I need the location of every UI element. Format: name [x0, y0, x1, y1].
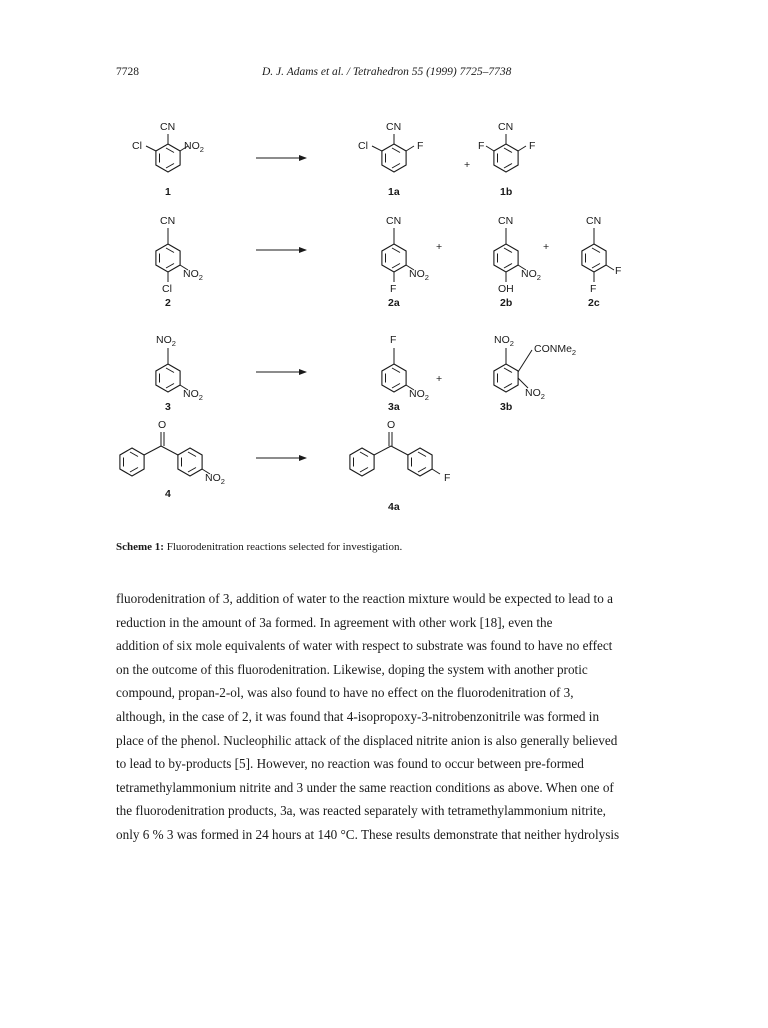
svg-text:+: + [436, 373, 443, 385]
cl-group: Cl [132, 140, 142, 152]
compound-label: 3b [500, 401, 513, 413]
cn-group: CN [160, 121, 176, 133]
compound-1 [132, 121, 204, 198]
svg-text:CONMe2: CONMe$_2$ [534, 343, 577, 357]
body-line: compound, propan-2-ol, was also found to have no effect on the fluorodenitration of 3, [116, 685, 574, 701]
svg-text:OH: OH [498, 283, 514, 295]
body-line: the fluorodenitration products, 3a, was reacted separately with tetramethylammonium nitrite, [116, 803, 606, 819]
compound-label: 3 [165, 401, 171, 413]
svg-text:F: F [590, 283, 597, 295]
compound-label: 2b [500, 297, 513, 309]
body-line: place of the phenol. Nucleophilic attack of the displaced nitrite anion is also generally believed [116, 732, 618, 748]
compound-1a [358, 121, 423, 198]
body-line: only 6 % 3 was formed in 24 hours at 140 °C. These results demonstrate that neither hydrolysis [116, 826, 620, 842]
compound-label: 1a [388, 186, 400, 198]
svg-text:NO2: $NO_2$ [494, 334, 514, 348]
svg-text:NO2: $NO_2$ [205, 472, 225, 486]
svg-text:CN: CN [386, 121, 402, 133]
compound-2b [494, 215, 541, 309]
svg-text:F: F [390, 283, 397, 295]
svg-text:NO2: $NO_2$ [156, 334, 176, 348]
svg-text:F: F [615, 265, 622, 277]
svg-text:NO2: $NO_2$ [409, 268, 429, 282]
svg-text:CN: CN [498, 215, 514, 227]
compound-3a [382, 334, 429, 413]
svg-text:F: F [529, 140, 536, 152]
svg-text:CN: CN [386, 215, 402, 227]
svg-text:NO2: $NO_2$ [183, 388, 203, 402]
compound-label: 1b [500, 186, 513, 198]
svg-text:+: + [543, 241, 550, 253]
no2-group: $NO_2$ [184, 140, 204, 154]
running-header-citation: D. J. Adams et al. / Tetrahedron 55 (1999) 7725–7738 [262, 66, 512, 78]
svg-text:F: F [417, 140, 424, 152]
svg-text:CN: CN [498, 121, 514, 133]
svg-text:CN: CN [160, 215, 176, 227]
svg-text:+: + [436, 241, 443, 253]
compound-4a [350, 419, 451, 513]
page-number: 7728 [116, 66, 139, 78]
compound-2a [382, 215, 429, 309]
body-line: addition of six mole equivalents of water with respect to substrate was found to have no effect [116, 638, 613, 654]
svg-text:Cl: Cl [358, 140, 368, 152]
body-line: on the outcome of this fluorodenitration. Likewise, doping the system with another protic [116, 661, 588, 677]
compound-4 [120, 419, 225, 500]
body-line: tetramethylammonium nitrite and 3 under the same reaction conditions as above. When one of [116, 779, 614, 795]
body-text [116, 587, 676, 847]
svg-text:NO2: $NO_2$ [409, 388, 429, 402]
compound-label: 3a [388, 401, 400, 413]
svg-text:F: F [390, 334, 397, 346]
compound-2 [156, 215, 203, 309]
body-line: reduction in the amount of 3a formed. In agreement with other work [18], even the [116, 614, 553, 630]
svg-text:F: F [478, 140, 485, 152]
compound-1b [478, 121, 535, 198]
compound-3 [156, 334, 203, 413]
compound-2c [582, 215, 622, 309]
body-line: fluorodenitration of 3, addition of water to the reaction mixture would be expected to lead to a [116, 591, 613, 606]
compound-label: 4a [388, 501, 400, 513]
svg-text:NO2: $NO_2$ [183, 268, 203, 282]
svg-text:O: O [158, 419, 167, 431]
compound-3b [494, 334, 576, 413]
compound-label: 2c [588, 297, 600, 309]
scheme-caption: Scheme 1: Fluorodenitration reactions selected for investigation. [116, 541, 403, 553]
svg-text:O: O [387, 419, 396, 431]
compound-label: 2 [165, 297, 171, 309]
svg-text:F: F [444, 472, 451, 484]
svg-text:Cl: Cl [162, 283, 172, 295]
compound-label: 1 [165, 186, 171, 198]
body-line: although, in the case of 2, it was found that 4-isopropoxy-3-nitrobenzonitrile was formed in [116, 708, 600, 724]
plus-sign: + [464, 159, 471, 171]
svg-text:CN: CN [586, 215, 602, 227]
compound-label: 2a [388, 297, 400, 309]
body-line: to lead to by-products [5]. However, no reaction was found to occur between pre-formed [116, 756, 584, 772]
compound-label: 4 [165, 488, 171, 500]
svg-text:NO2: $NO_2$ [521, 268, 541, 282]
svg-text:NO2: $NO_2$ [525, 387, 545, 401]
